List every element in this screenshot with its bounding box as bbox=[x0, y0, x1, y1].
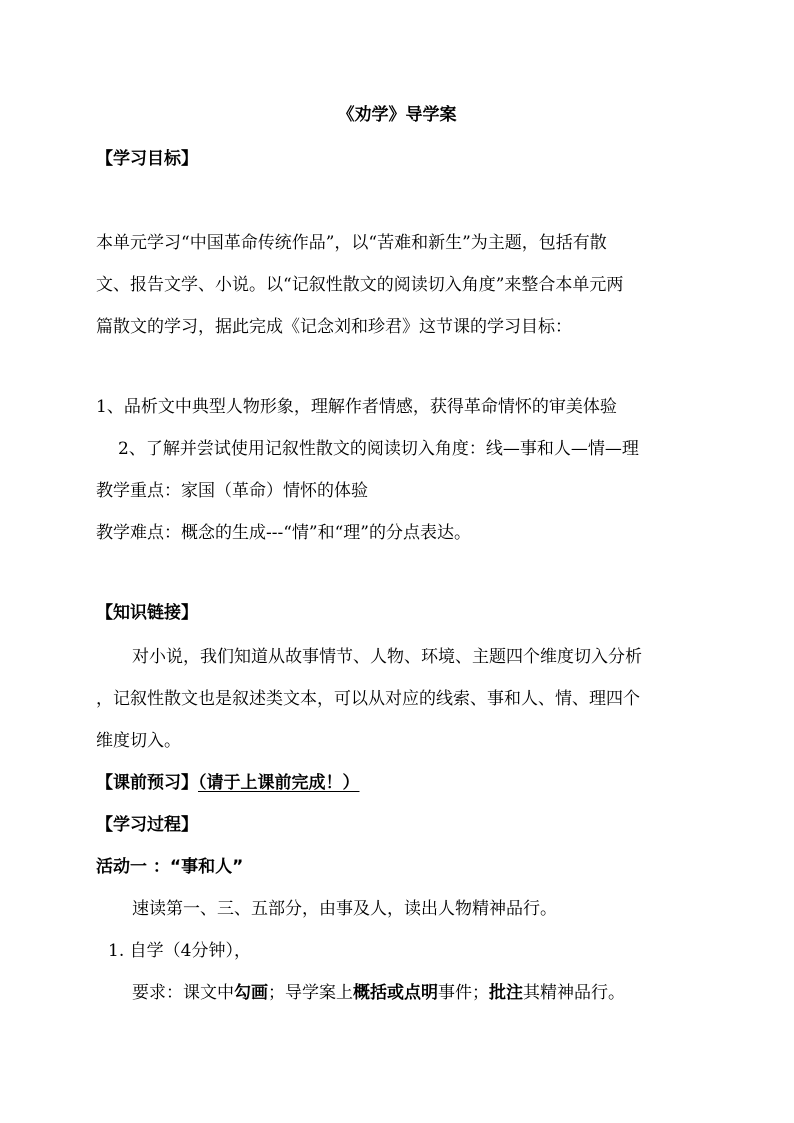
document-title: 《劝学》导学案 bbox=[337, 105, 457, 125]
key-point: 教学重点：家国（革命）情怀的体验 bbox=[96, 481, 368, 501]
requirement-summarize: 概括或点明 bbox=[353, 983, 438, 1003]
goal-item-2: 2、了解并尝试使用记叙性散文的阅读切入角度：线—事和人—情—理 bbox=[118, 439, 639, 459]
knowledge-line-1: 对小说，我们知道从故事情节、人物、环境、主题四个维度切入分析 bbox=[132, 647, 642, 667]
preview-heading: 【课前预习】 bbox=[96, 773, 198, 793]
knowledge-line-3: 维度切入。 bbox=[96, 731, 181, 751]
requirement-annotate: 批注 bbox=[489, 983, 523, 1003]
preview-section bbox=[96, 772, 360, 794]
knowledge-line-2: ，记叙性散文也是叙述类文本，可以从对应的线索、事和人、情、理四个 bbox=[96, 689, 640, 709]
knowledge-link-heading: 【知识链接】 bbox=[96, 603, 198, 623]
step-one-self-study: 1. 自学（4分钟）， bbox=[108, 941, 251, 961]
requirement-line bbox=[132, 982, 625, 1004]
difficulty-point: 教学难点：概念的生成---“情”和“理”的分点表达。 bbox=[96, 523, 471, 543]
learning-process-heading: 【学习过程】 bbox=[96, 815, 198, 835]
learning-goals-heading: 【学习目标】 bbox=[96, 149, 198, 169]
goals-intro-line-3: 篇散文的学习，据此完成《记念刘和珍君》这节课的学习目标： bbox=[96, 317, 572, 337]
goals-intro-line-2: 文、报告文学、小说。以“记叙性散文的阅读切入角度”来整合本单元两 bbox=[96, 275, 624, 295]
requirement-mark: 勾画 bbox=[234, 983, 268, 1003]
activity-one-description: 速读第一、三、五部分，由事及人，读出人物精神品行。 bbox=[132, 899, 557, 919]
requirement-mid-1: ；导学案上 bbox=[268, 983, 353, 1003]
goal-item-1: 1、品析文中典型人物形象，理解作者情感，获得革命情怀的审美体验 bbox=[96, 397, 617, 417]
goals-intro-line-1: 本单元学习“中国革命传统作品”，以“苦难和新生”为主题，包括有散 bbox=[96, 233, 607, 253]
activity-one-label: 活动一 ：“事和人” bbox=[96, 857, 244, 877]
preview-note: （请于上课前完成！） bbox=[198, 773, 360, 793]
requirement-suffix: 其精神品行。 bbox=[523, 983, 625, 1003]
requirement-prefix: 要求：课文中 bbox=[132, 983, 234, 1003]
requirement-mid-2: 事件； bbox=[438, 983, 489, 1003]
